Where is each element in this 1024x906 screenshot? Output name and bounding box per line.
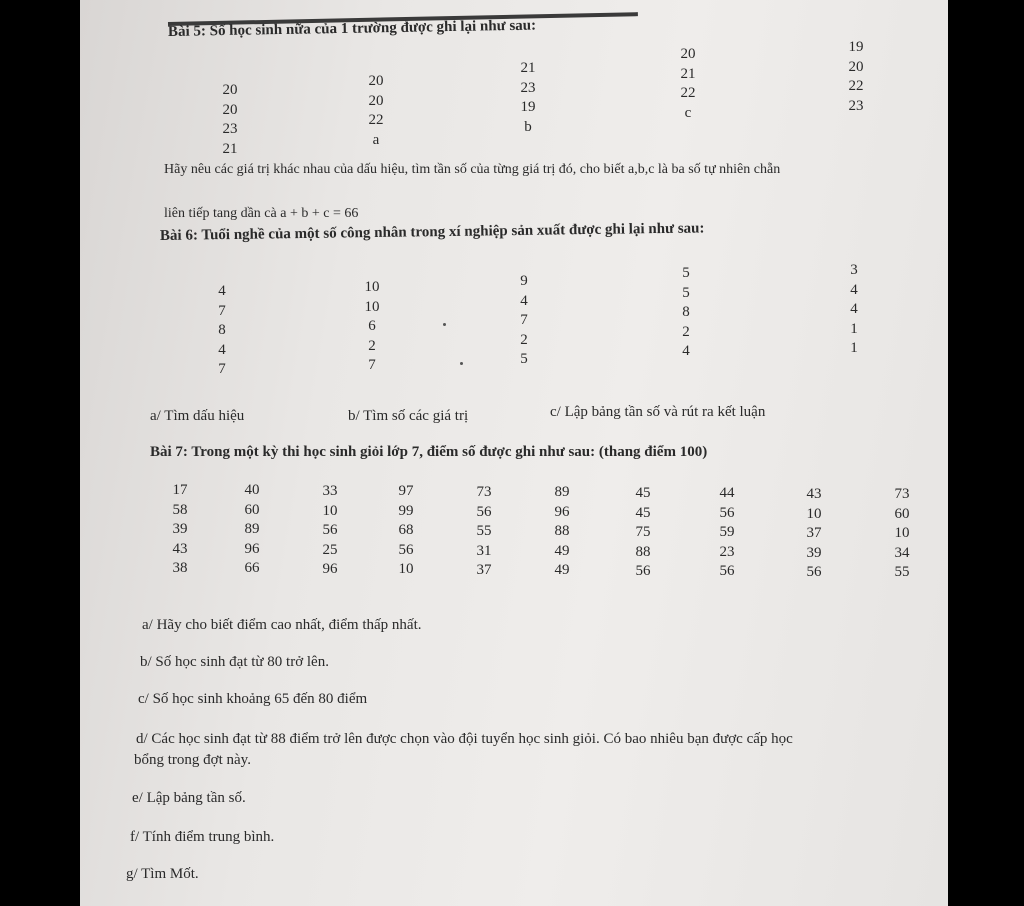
table-cell: c bbox=[684, 104, 692, 121]
table-cell: 60 bbox=[244, 501, 260, 518]
bai7-column-4 bbox=[386, 482, 426, 580]
bai7-question-d-line1: d/ Các học sinh đạt từ 88 điểm trở lên được chọn vào đội tuyển học sinh giỏi. Có bao nhiêu bạn được cấp học bbox=[136, 731, 793, 747]
table-cell: 56 bbox=[476, 503, 492, 520]
table-cell: 5 bbox=[682, 265, 690, 281]
table-cell: 39 bbox=[806, 544, 822, 561]
table-cell: 10 bbox=[364, 279, 380, 295]
table-cell: 75 bbox=[635, 524, 651, 540]
table-cell: 49 bbox=[554, 542, 570, 559]
table-cell: 88 bbox=[635, 543, 651, 560]
table-cell: 20 bbox=[368, 73, 384, 89]
table-cell: 99 bbox=[398, 502, 414, 519]
table-cell: 21 bbox=[222, 140, 238, 157]
table-cell: 9 bbox=[520, 273, 528, 289]
table-cell: 66 bbox=[244, 560, 260, 576]
table-cell: 2 bbox=[520, 331, 528, 348]
table-cell: 56 bbox=[719, 563, 735, 579]
table-cell: 7 bbox=[520, 312, 528, 328]
table-cell: 21 bbox=[520, 60, 536, 76]
table-cell: 60 bbox=[894, 505, 910, 522]
bai5-text-line1: Hãy nêu các giá trị khác nhau của dấu hiệu, tìm tần số của từng giá trị đó, cho biết a,b,c là ba số tự nhiên chẵn bbox=[164, 162, 781, 177]
table-cell: 97 bbox=[398, 483, 414, 499]
bai7-question-a: a/ Hãy cho biết điểm cao nhất, điểm thấp nhất. bbox=[142, 617, 422, 633]
bai6-question-c: c/ Lập bảng tần số và rút ra kết luận bbox=[550, 404, 766, 420]
table-cell: 37 bbox=[476, 562, 492, 578]
table-cell: 19 bbox=[520, 99, 536, 115]
table-cell: a bbox=[372, 131, 380, 148]
bai7-question-g: g/ Tìm Mốt. bbox=[126, 866, 199, 882]
bai6-column-1 bbox=[202, 282, 242, 380]
table-cell: 56 bbox=[806, 564, 822, 580]
table-cell: 55 bbox=[894, 564, 910, 580]
worksheet-page bbox=[80, 0, 948, 906]
table-cell: 7 bbox=[218, 361, 226, 377]
table-cell: 2 bbox=[368, 337, 376, 354]
table-cell: 7 bbox=[218, 302, 226, 319]
table-cell: 1 bbox=[850, 320, 858, 337]
table-cell: 6 bbox=[368, 318, 376, 334]
table-cell: 20 bbox=[222, 82, 238, 98]
table-cell: 10 bbox=[894, 525, 910, 541]
table-cell: 4 bbox=[218, 341, 226, 358]
bai7-column-5 bbox=[464, 483, 504, 581]
table-cell: 49 bbox=[554, 562, 570, 578]
table-cell: 7 bbox=[368, 357, 376, 373]
bai7-heading: Bài 7: Trong một kỳ thi học sinh giỏi lớp 7, điểm số được ghi như sau: (thang điểm 100) bbox=[150, 444, 708, 460]
table-cell: 20 bbox=[848, 58, 864, 75]
bai7-column-8 bbox=[707, 484, 747, 582]
table-cell: 56 bbox=[635, 563, 651, 579]
bai5-column-3 bbox=[508, 59, 548, 137]
bai7-column-6 bbox=[542, 483, 582, 581]
table-cell: 56 bbox=[398, 541, 414, 558]
table-cell: 23 bbox=[848, 97, 864, 114]
bai6-heading: Bài 6: Tuổi nghề của một số công nhân trong xí nghiệp sản xuất được ghi lại như sau: bbox=[159, 220, 705, 244]
bai7-column-7 bbox=[623, 484, 663, 582]
table-cell: 56 bbox=[322, 522, 338, 538]
table-cell: 43 bbox=[806, 486, 822, 502]
table-cell: 10 bbox=[322, 502, 338, 519]
table-cell: 4 bbox=[682, 343, 690, 359]
table-cell: 39 bbox=[172, 521, 188, 537]
bai5-column-4 bbox=[668, 45, 708, 123]
table-cell: 20 bbox=[680, 46, 696, 62]
bai7-column-10 bbox=[882, 485, 922, 583]
table-cell: 45 bbox=[635, 485, 651, 501]
table-cell: 22 bbox=[368, 112, 384, 128]
table-cell: 23 bbox=[222, 121, 238, 137]
table-cell: 1 bbox=[850, 340, 858, 356]
table-cell: 4 bbox=[520, 292, 528, 309]
table-cell: 73 bbox=[894, 486, 910, 502]
bai6-question-b: b/ Tìm số các giá trị bbox=[348, 408, 469, 424]
table-cell: 10 bbox=[806, 505, 822, 522]
table-cell: 88 bbox=[554, 523, 570, 539]
table-cell: 43 bbox=[172, 540, 188, 557]
bai7-question-b: b/ Số học sinh đạt từ 80 trở lên. bbox=[140, 654, 329, 670]
table-cell: 31 bbox=[476, 542, 492, 559]
bai7-column-2 bbox=[232, 481, 272, 579]
table-cell: 19 bbox=[848, 39, 864, 55]
table-cell: 20 bbox=[222, 101, 238, 118]
bai5-heading: Bài 5: Số học sinh nữa của 1 trường được ghi lại như sau: bbox=[167, 17, 537, 40]
table-cell: 4 bbox=[218, 283, 226, 299]
bai6-column-5 bbox=[834, 261, 874, 359]
table-cell: 37 bbox=[806, 525, 822, 541]
bai6-question-a: a/ Tìm dấu hiệu bbox=[150, 408, 245, 424]
paper-speck bbox=[460, 362, 463, 365]
table-cell: 55 bbox=[476, 523, 492, 539]
table-cell: 73 bbox=[476, 484, 492, 500]
table-cell: 45 bbox=[635, 504, 651, 521]
table-cell: 89 bbox=[554, 484, 570, 500]
bai7-question-e: e/ Lập bảng tần số. bbox=[132, 790, 246, 806]
table-cell: 21 bbox=[680, 65, 696, 82]
table-cell: 25 bbox=[322, 541, 338, 558]
table-cell: 17 bbox=[172, 482, 188, 498]
table-cell: 23 bbox=[520, 79, 536, 96]
table-cell: 89 bbox=[244, 521, 260, 537]
table-cell: 33 bbox=[322, 483, 338, 499]
table-cell: 56 bbox=[719, 504, 735, 521]
bai5-column-1 bbox=[210, 81, 250, 159]
table-cell: 10 bbox=[364, 298, 380, 315]
table-cell: 96 bbox=[322, 561, 338, 577]
bai7-column-1 bbox=[160, 481, 200, 579]
bai7-question-c: c/ Số học sinh khoảng 65 đến 80 điểm bbox=[138, 691, 368, 707]
table-cell: 40 bbox=[244, 482, 260, 498]
table-cell: b bbox=[524, 118, 532, 135]
table-cell: 20 bbox=[368, 92, 384, 109]
bai7-question-f: f/ Tính điểm trung bình. bbox=[130, 829, 275, 845]
bai7-column-3 bbox=[310, 482, 350, 580]
table-cell: 4 bbox=[850, 281, 858, 298]
table-cell: 22 bbox=[680, 85, 696, 101]
table-cell: 23 bbox=[719, 543, 735, 560]
bai6-column-3 bbox=[504, 272, 544, 370]
table-cell: 22 bbox=[848, 78, 864, 94]
table-cell: 5 bbox=[520, 351, 528, 367]
table-cell: 34 bbox=[894, 544, 910, 561]
table-cell: 8 bbox=[218, 322, 226, 338]
bai7-question-d-line2: bổng trong đợt này. bbox=[134, 752, 251, 768]
bai5-text-line2: liên tiếp tang dần cà a + b + c = 66 bbox=[164, 206, 359, 221]
table-cell: 3 bbox=[850, 262, 858, 278]
paper-speck bbox=[443, 323, 446, 326]
bai5-column-2 bbox=[356, 72, 396, 150]
table-cell: 96 bbox=[554, 503, 570, 520]
bai6-column-4 bbox=[666, 264, 706, 362]
table-cell: 5 bbox=[682, 284, 690, 301]
table-cell: 59 bbox=[719, 524, 735, 540]
table-cell: 8 bbox=[682, 304, 690, 320]
table-cell: 58 bbox=[172, 501, 188, 518]
table-cell: 96 bbox=[244, 540, 260, 557]
table-cell: 68 bbox=[398, 522, 414, 538]
bai5-column-5 bbox=[836, 38, 876, 116]
bai6-column-2 bbox=[352, 278, 392, 376]
table-cell: 44 bbox=[719, 485, 735, 501]
bai7-column-9 bbox=[794, 485, 834, 583]
table-cell: 10 bbox=[398, 561, 414, 577]
table-cell: 4 bbox=[850, 301, 858, 317]
table-cell: 38 bbox=[172, 560, 188, 576]
table-cell: 2 bbox=[682, 323, 690, 340]
